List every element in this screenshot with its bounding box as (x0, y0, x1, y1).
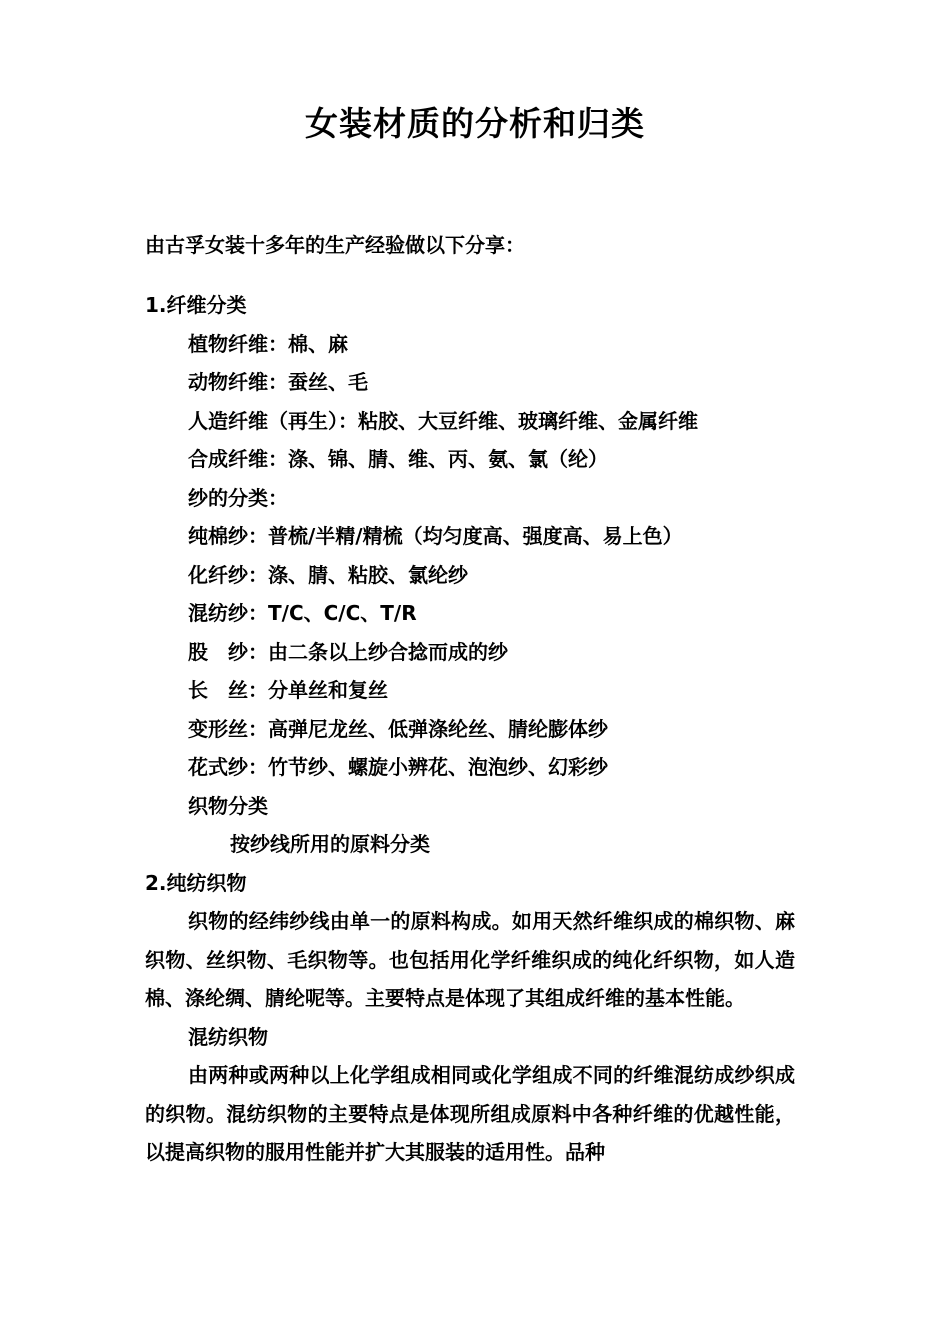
intro-text: 由古孚女装十多年的生产经验做以下分享： (145, 233, 525, 257)
document-body (145, 286, 795, 1172)
list-item: 动物纤维：蚕丝、毛 (188, 370, 368, 394)
list-item: 纱的分类： (188, 485, 288, 510)
section-heading-fiber-classification: 1.纤维分类 (145, 293, 247, 317)
paragraph-pure-fabric: 织物的经纬纱线由单一的原料构成。如用天然纤维织成的棉织物、麻织物、丝织物、毛织物等。也包括用化学纤维织成的纯化纤织物，如人造棉、涤纶绸、腈纶呢等。主要特点是体现了其组成纤维的基本性能。 (145, 909, 795, 1010)
section-heading-pure-fabric: 2.纯纺织物 (145, 870, 247, 895)
list-item: 织物分类 (188, 793, 268, 818)
list-item: 混纺纱：T/C、C/C、T/R (188, 601, 417, 625)
sub-list-item: 按纱线所用的原料分类 (230, 832, 430, 856)
paragraph-blended-fabric: 由两种或两种以上化学组成相同或化学组成不同的纤维混纺成纱织成的织物。混纺织物的主要特点是体现所组成原料中各种纤维的优越性能，以提高织物的服用性能并扩大其服装的适用性。品种 (145, 1063, 795, 1164)
list-item: 长 丝：分单丝和复丝 (188, 678, 388, 702)
subheading-blended-fabric: 混纺织物 (188, 1024, 268, 1049)
page-title: 女装材质的分析和归类 (305, 104, 645, 143)
list-item: 花式纱：竹节纱、螺旋小辨花、泡泡纱、幻彩纱 (188, 755, 608, 779)
list-item: 植物纤维：棉、麻 (188, 331, 348, 356)
list-item: 化纤纱：涤、腈、粘胶、氯纶纱 (188, 562, 468, 587)
list-item: 合成纤维：涤、锦、腈、维、丙、氨、氯（纶） (188, 447, 608, 471)
list-item: 人造纤维（再生）：粘胶、大豆纤维、玻璃纤维、金属纤维 (188, 408, 698, 433)
list-item: 变形丝：高弹尼龙丝、低弹涤纶丝、腈纶膨体纱 (188, 716, 608, 741)
list-item: 股 纱：由二条以上纱合捻而成的纱 (188, 639, 508, 664)
list-item: 纯棉纱：普梳/半精/精梳（均匀度高、强度高、易上色） (188, 524, 683, 548)
